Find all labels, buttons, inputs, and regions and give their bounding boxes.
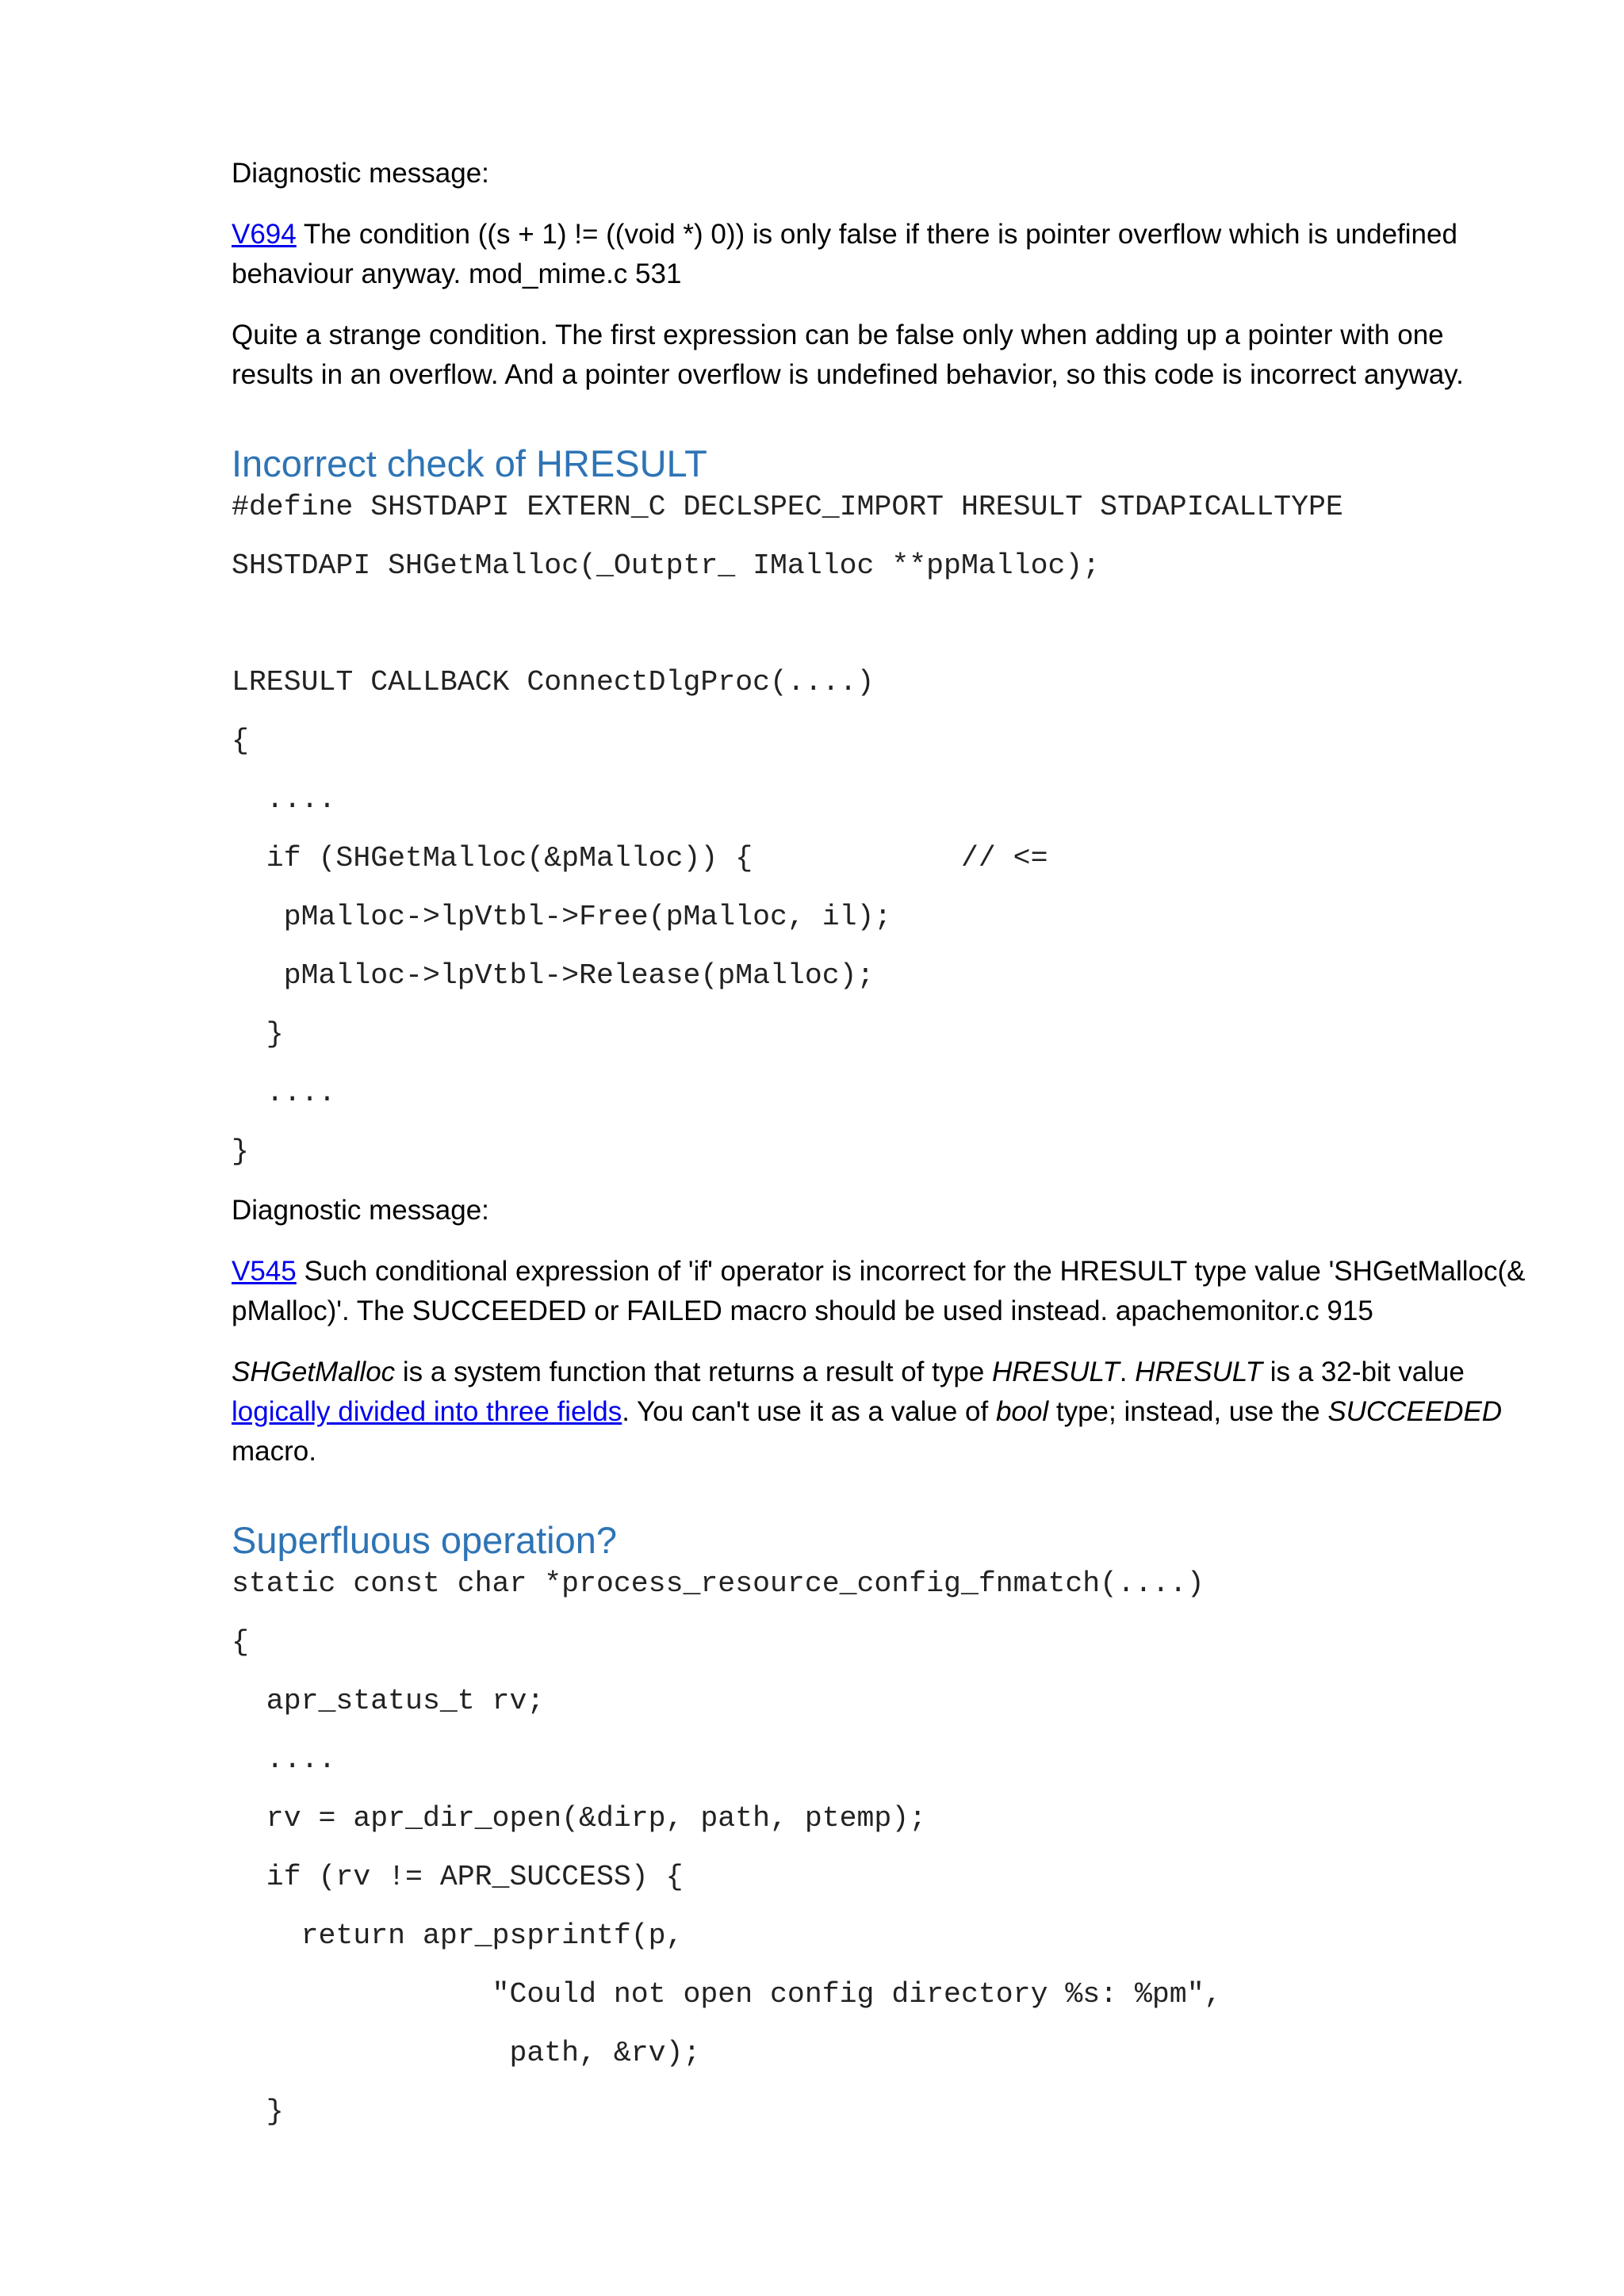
diagnostic-text: The condition ((s + 1) != ((void *) 0)) is only false if there is pointer overflow which is undefined xyxy=(296,219,1457,250)
paragraph-line: macro. xyxy=(232,1436,316,1467)
type-name: HRESULT xyxy=(992,1357,1120,1387)
code-line: } xyxy=(232,1018,284,1050)
section-heading: Incorrect check of HRESULT xyxy=(232,442,707,484)
code-line: #define SHSTDAPI EXTERN_C DECLSPEC_IMPORT HRESULT STDAPICALLTYPE xyxy=(232,491,1343,523)
code-line: apr_status_t rv; xyxy=(232,1685,545,1717)
code-line: "Could not open config directory %s: %pm", xyxy=(232,1978,1222,2011)
code-line: if (SHGetMalloc(&pMalloc)) { // <= xyxy=(232,842,1048,874)
code-line: if (rv != APR_SUCCESS) { xyxy=(232,1861,684,1893)
paragraph-text: . You can't use it as a value of xyxy=(622,1396,996,1427)
section-heading: Superfluous operation? xyxy=(232,1519,618,1561)
type-name: HRESULT xyxy=(1135,1357,1262,1387)
function-name: SHGetMalloc xyxy=(232,1357,396,1387)
code-line: .... xyxy=(232,1077,336,1109)
code-line: rv = apr_dir_open(&dirp, path, ptemp); xyxy=(232,1802,927,1835)
code-line: } xyxy=(232,2095,284,2128)
paragraph-line: Quite a strange condition. The first expression can be false only when adding up a pointer with one xyxy=(232,320,1444,350)
code-line: { xyxy=(232,1626,249,1659)
diagnostic-message-line2: behaviour anyway. mod_mime.c 531 xyxy=(232,258,682,289)
diagnostic-link-v694[interactable]: V694 xyxy=(232,219,297,250)
code-line: static const char *process_resource_config_fnmatch(....) xyxy=(232,1567,1205,1600)
code-line: path, &rv); xyxy=(232,2037,701,2069)
macro-name: SUCCEEDED xyxy=(1327,1396,1503,1427)
code-line: .... xyxy=(232,783,336,816)
paragraph-line xyxy=(232,1353,1465,1392)
paragraph-text: . xyxy=(1119,1357,1136,1387)
diagnostic-link-v545[interactable]: V545 xyxy=(232,1256,297,1287)
diagnostic-text: Such conditional expression of 'if' operator is incorrect for the HRESULT type value 'SHGetMalloc(& xyxy=(296,1256,1526,1287)
paragraph-text: is a system function that returns a result of type xyxy=(395,1357,993,1387)
paragraph-line: results in an overflow. And a pointer overflow is undefined behavior, so this code is incorrect anyway. xyxy=(232,359,1464,390)
paragraph-text: type; instead, use the xyxy=(1048,1396,1328,1427)
code-line: { xyxy=(232,725,249,757)
code-line: LRESULT CALLBACK ConnectDlgProc(....) xyxy=(232,666,875,698)
code-line: } xyxy=(232,1135,249,1168)
diagnostic-label: Diagnostic message: xyxy=(232,1195,489,1226)
hresult-fields-link[interactable]: logically divided into three fields xyxy=(232,1396,622,1427)
diagnostic-message-line2: pMalloc)'. The SUCCEEDED or FAILED macro should be used instead. apachemonitor.c 915 xyxy=(232,1295,1373,1326)
code-line: pMalloc->lpVtbl->Release(pMalloc); xyxy=(232,959,875,992)
diagnostic-message xyxy=(232,215,1457,254)
type-name: bool xyxy=(995,1396,1049,1427)
code-line: SHSTDAPI SHGetMalloc(_Outptr_ IMalloc **ppMalloc); xyxy=(232,549,1101,582)
paragraph-line xyxy=(232,1392,1502,1432)
diagnostic-label: Diagnostic message: xyxy=(232,158,489,189)
diagnostic-message xyxy=(232,1252,1525,1292)
code-line: pMalloc->lpVtbl->Free(pMalloc, il); xyxy=(232,901,892,933)
code-line: .... xyxy=(232,1743,336,1776)
code-line: return apr_psprintf(p, xyxy=(232,1919,684,1952)
paragraph-text: is a 32-bit value xyxy=(1262,1357,1465,1387)
